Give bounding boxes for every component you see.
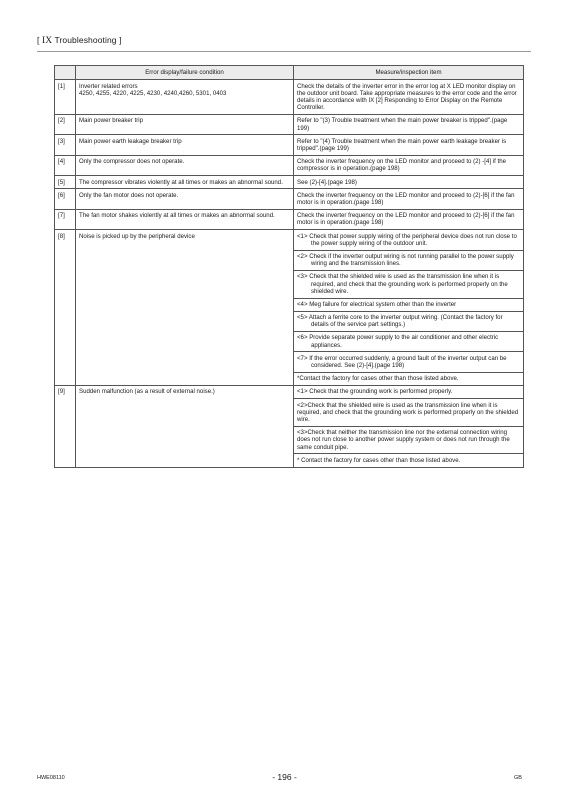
header-section-title: Troubleshooting (54, 35, 117, 45)
measure-item-cell (294, 332, 524, 352)
measure-item-cell (294, 311, 524, 331)
header-bracket-close: ] (119, 35, 122, 45)
measure-item-text: Refer to "(3) Trouble treatment when the main power breaker is tripped".(page 199) (297, 117, 508, 132)
failure-condition-line: Main power earth leakage breaker trip (79, 137, 182, 145)
measure-item-text: See (2)-[4].(page 198) (297, 178, 357, 186)
troubleshooting-table (54, 65, 524, 468)
measure-item-text: Check the details of the inverter error in the error log at X LED monitor display on the outdoor unit board. Take appropriate measures to the error code and the error details in accordance with IX [2] Responding to Error Display on the Remote Controller. (297, 82, 517, 112)
measure-item-cell (294, 270, 524, 298)
failure-condition-line: Only the compressor does not operate. (79, 158, 185, 166)
measure-item-cell (294, 189, 524, 209)
table-row (55, 386, 524, 399)
header-bracket-open: [ (37, 35, 40, 45)
table-row (55, 115, 524, 135)
table-row (55, 209, 524, 229)
header-cell-measure: Measure/inspection item (294, 66, 524, 80)
measure-item-cell (294, 298, 524, 311)
measure-item-text: <7> If the error occurred suddenly, a ground fault of the inverter output can be considered. See (2)-[4].(page 198) (297, 354, 507, 370)
footer-doc-code: HWE08110 (37, 775, 65, 781)
table-header-row (55, 66, 524, 80)
row-number: [9] (55, 386, 76, 468)
failure-condition-cell (76, 135, 294, 155)
measure-item-cell (294, 399, 524, 427)
measure-item-text: <6> Provide separate power supply to the air conditioner and other electric appliances. (297, 334, 499, 349)
row-number: [1] (55, 80, 76, 115)
measure-item-text: Check the inverter frequency on the LED monitor and proceed to (2)-[6] if the fan motor is in operation.(page 198) (297, 212, 515, 227)
failure-condition-line: Only the fan motor does not operate. (79, 191, 179, 199)
measure-item-text: Check the inverter frequency on the LED monitor and proceed to (2) -[4] if the compressor is in operation.(page 198) (297, 158, 506, 173)
measure-item-text: * Contact the factory for cases other than those listed above. (297, 456, 461, 464)
measure-item-text: <4> Meg failure for electrical system other than the inverter (297, 300, 457, 308)
measure-item-text: <3> Check that the shielded wire is used as the transmission line when it is required, and check that the grounding work is performed properly on the shielded wire. (297, 273, 508, 295)
failure-condition-line: 4250, 4255, 4220, 4225, 4230, 4240,4260, 5301, 0403 (79, 89, 227, 97)
measure-item-cell (294, 386, 524, 399)
row-number: [3] (55, 135, 76, 155)
measure-item-cell (294, 176, 524, 189)
measure-item-text: Check the inverter frequency on the LED monitor and proceed to (2)-[6] if the fan motor is in operation.(page 198) (297, 191, 515, 206)
row-number: [2] (55, 115, 76, 135)
header-cell-condition: Error display/failure condition (76, 66, 294, 80)
failure-condition-cell (76, 176, 294, 189)
failure-condition-line: Main power breaker trip (79, 117, 144, 125)
measure-item-cell (294, 230, 524, 250)
table-row (55, 155, 524, 175)
measure-item-cell (294, 209, 524, 229)
failure-condition-line: The fan motor shakes violently at all times or makes an abnormal sound. (79, 212, 275, 220)
failure-condition-cell (76, 189, 294, 209)
table-row (55, 176, 524, 189)
row-number: [7] (55, 209, 76, 229)
failure-condition-cell (76, 155, 294, 175)
failure-condition-cell (76, 80, 294, 115)
table-body (55, 80, 524, 467)
failure-condition-cell (76, 386, 294, 468)
measure-item-cell (294, 426, 524, 454)
failure-condition-cell (76, 230, 294, 386)
table-row (55, 230, 524, 250)
failure-condition-line: Inverter related errors (79, 82, 138, 90)
measure-item-text: <2>Check that the shielded wire is used as the transmission line when it is required, and check that the grounding work is performed properly on the shielded wire. (297, 401, 519, 424)
measure-item-text: <5> Attach a ferrite core to the inverter output wiring. (Contact the factory for details of the service part settings.) (297, 314, 503, 329)
table-row (55, 80, 524, 115)
failure-condition-line: Noise is picked up by the peripheral device (79, 232, 195, 240)
row-number: [5] (55, 176, 76, 189)
failure-condition-cell (76, 209, 294, 229)
header-section-roman: IX (41, 36, 53, 46)
measure-item-cell (294, 155, 524, 175)
row-number: [4] (55, 155, 76, 175)
failure-condition-line: Sudden malfunction (as a result of external noise.) (79, 388, 215, 396)
measure-item-text: <1> Check that the grounding work is performed properly. (297, 388, 453, 396)
row-number: [8] (55, 230, 76, 386)
measure-item-text: <1> Check that power supply wiring of the peripheral device does not run close to the power supply wiring of the outdoor unit. (297, 232, 517, 247)
measure-item-cell (294, 352, 524, 372)
footer-page-number: - 196 - (272, 772, 297, 782)
measure-item-cell (294, 80, 524, 115)
measure-item-cell (294, 115, 524, 135)
table-row (55, 135, 524, 155)
failure-condition-line: The compressor vibrates violently at all times or makes an abnormal sound. (79, 178, 283, 186)
measure-item-cell (294, 250, 524, 270)
section-header (37, 35, 122, 46)
footer-region: GB (514, 775, 522, 781)
measure-item-cell (294, 372, 524, 385)
header-divider (37, 51, 531, 52)
table-row (55, 189, 524, 209)
measure-item-cell (294, 454, 524, 467)
failure-condition-cell (76, 115, 294, 135)
measure-item-cell (294, 135, 524, 155)
measure-item-text: Refer to "(4) Trouble treatment when the main power earth leakage breaker is tripped".(page 199) (297, 137, 507, 152)
measure-item-text: *Contact the factory for cases other than those listed above. (297, 375, 459, 383)
row-number: [6] (55, 189, 76, 209)
measure-item-text: <3>Check that neither the transmission line nor the external connection wiring does not run close to another power supply system or does not run through the same conduit pipe. (297, 429, 510, 451)
header-cell-number (55, 66, 76, 80)
measure-item-text: <2> Check if the inverter output wiring is not running parallel to the power supply wiring and the transmission lines. (297, 252, 514, 268)
